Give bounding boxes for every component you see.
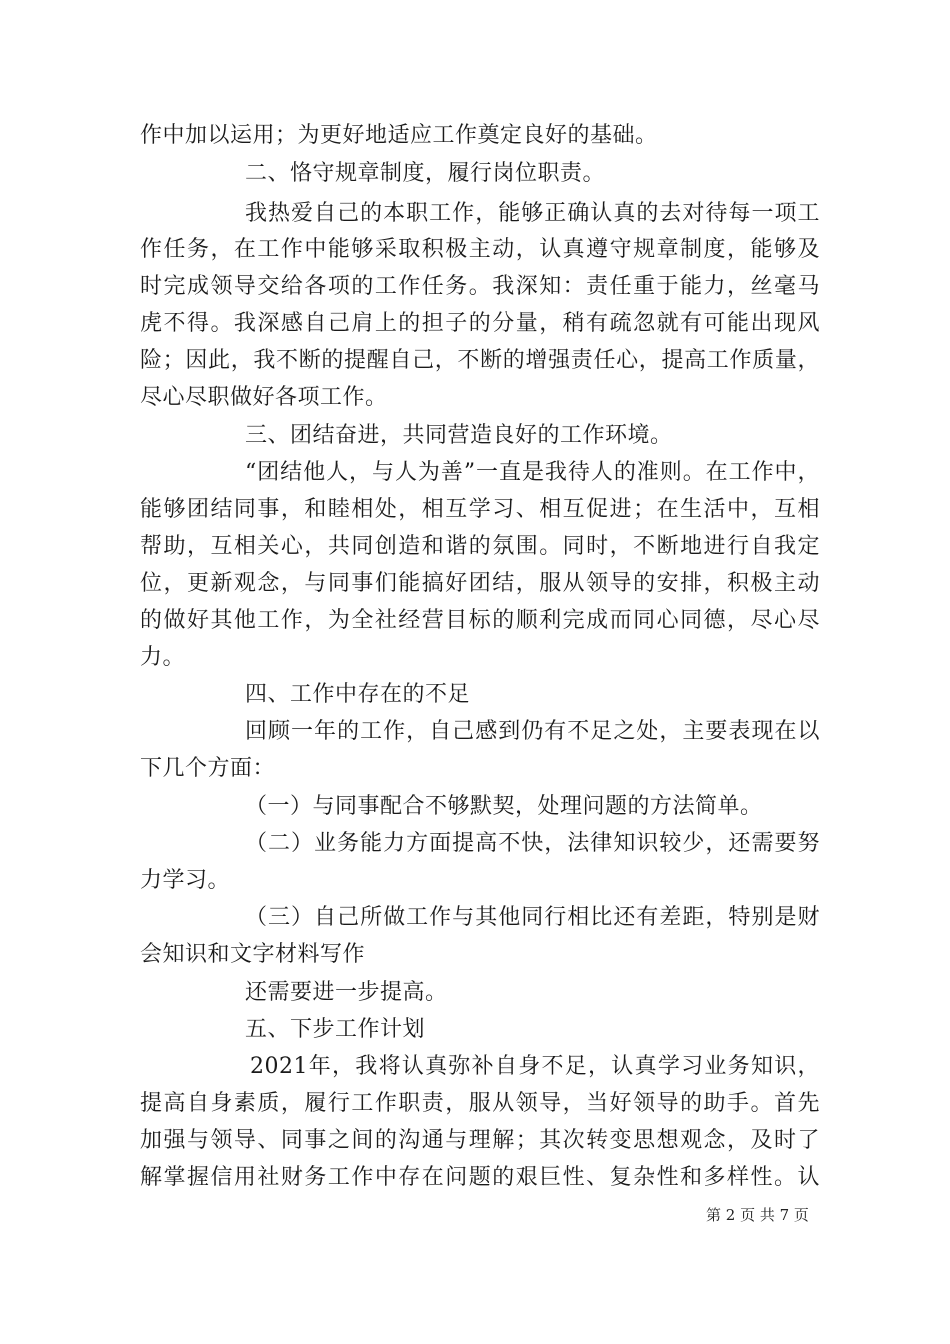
text-line: 还需要进一步提高。 [245,980,448,1005]
text-line: 的做好其他工作，为全社经营目标的顺利完成而同心同德，尽心尽 [140,608,820,633]
text-line: 险；因此，我不断的提醒自己，不断的增强责任心，提高工作质量， [140,348,820,373]
text-line: 作中加以运用；为更好地适应工作奠定良好的基础。 [140,123,658,148]
section-heading: 二、恪守规章制度，履行岗位职责。 [245,161,606,186]
list-item: （二）业务能力方面提高不快，法律知识较少，还需要努 [245,831,820,856]
list-item: （三）自己所做工作与其他同行相比还有差距，特别是财 [245,905,820,930]
text-line: 帮助，互相关心，共同创造和谐的氛围。同时，不断地进行自我定 [140,534,820,559]
text-line: 提高自身素质，履行工作职责，服从领导，当好领导的助手。首先 [140,1091,820,1116]
text-line: 力学习。 [140,868,231,893]
text-line: “团结他人，与人为善”一直是我待人的准则。在工作中， [245,460,820,485]
text-line: 尽心尽职做好各项工作。 [140,385,388,410]
section-heading: 三、团结奋进，共同营造良好的工作环境。 [245,423,673,448]
text-line: 能够团结同事，和睦相处，相互学习、相互促进；在生活中，互相 [140,497,820,522]
text-line: 力。 [140,645,186,670]
section-heading: 四、工作中存在的不足 [245,682,471,707]
text-line: 2021年，我将认真弥补自身不足，认真学习业务知识， [250,1054,820,1079]
list-item: （一）与同事配合不够默契，处理问题的方法简单。 [245,794,763,819]
text-line: 会知识和文字材料写作 [140,942,366,967]
section-heading: 五、下步工作计划 [245,1017,426,1042]
text-line: 下几个方面： [140,756,276,781]
page-number-footer: 第 2 页 共 7 页 [706,1206,809,1224]
text-line: 虎不得。我深感自己肩上的担子的分量，稍有疏忽就有可能出现风 [140,311,820,336]
text-line: 时完成领导交给各项的工作任务。我深知：责任重于能力，丝毫马 [140,274,820,299]
text-line: 我热爱自己的本职工作，能够正确认真的去对待每一项工 [245,201,820,226]
text-line: 解掌握信用社财务工作中存在问题的艰巨性、复杂性和多样性。认 [140,1165,820,1190]
text-line: 作任务，在工作中能够采取积极主动，认真遵守规章制度，能够及 [140,237,820,262]
text-line: 位，更新观念，与同事们能搞好团结，服从领导的安排，积极主动 [140,571,820,596]
text-line: 加强与领导、同事之间的沟通与理解；其次转变思想观念，及时了 [140,1128,820,1153]
text-line: 回顾一年的工作，自己感到仍有不足之处，主要表现在以 [245,719,820,744]
